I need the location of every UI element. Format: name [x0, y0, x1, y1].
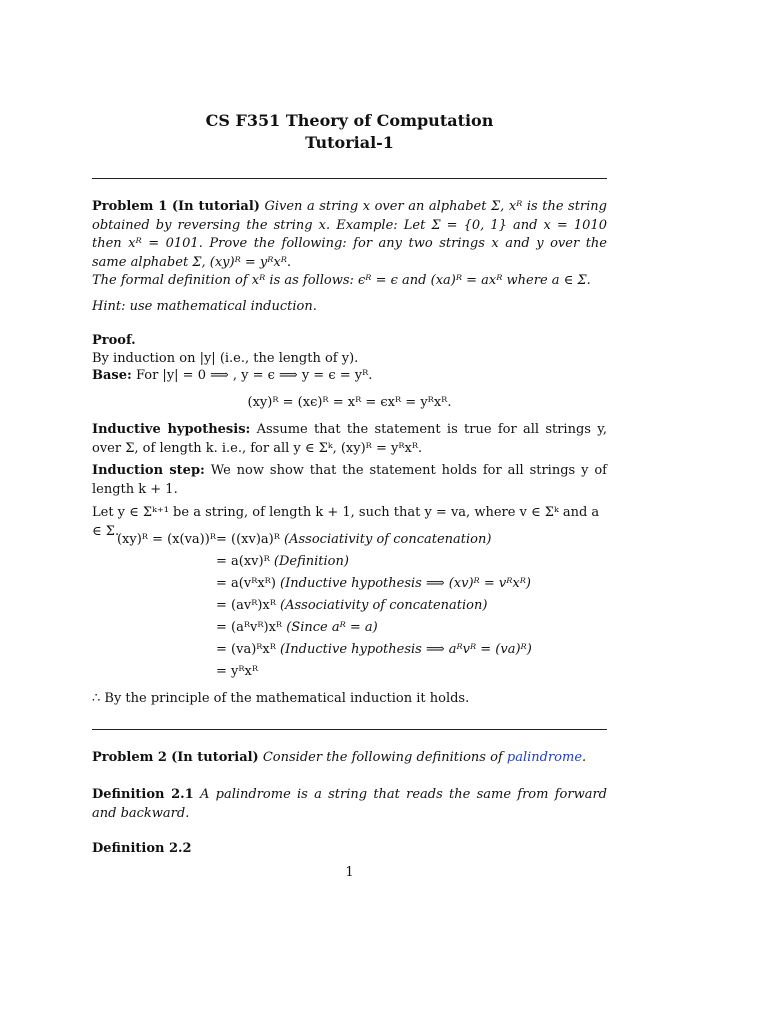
- derivation-rhs: = a(xv)ᴿ (Definition): [216, 554, 349, 569]
- derivation-row: [92, 661, 607, 683]
- induction-step-label: Induction step:: [92, 463, 205, 478]
- definition-2-1-text: A palindrome is a string that reads the same from forward and backward.: [92, 787, 607, 821]
- top-divider: [92, 178, 607, 179]
- problem-2-tag: (In tutorial): [171, 750, 259, 765]
- base-label: Base:: [92, 368, 132, 383]
- problem-2-tail: .: [582, 750, 587, 765]
- proof-heading: Proof.: [92, 333, 136, 348]
- problem-2-text: Consider the following definitions of: [262, 750, 503, 765]
- derivation-block: [92, 529, 607, 683]
- derivation-rhs: = a(vᴿxᴿ) (Inductive hypothesis ⟹ (xv)ᴿ = vᴿxᴿ): [216, 576, 531, 591]
- definition-2-1-label: Definition 2.1: [92, 787, 194, 802]
- tutorial-subtitle: Tutorial-1: [305, 133, 394, 152]
- definition-2-2-label: Definition 2.2: [92, 841, 192, 856]
- page-number: 1: [345, 865, 354, 880]
- derivation-row: [92, 617, 607, 639]
- problem-1-hint: Hint: use mathematical induction.: [92, 299, 317, 314]
- derivation-rhs: = ((xv)a)ᴿ (Associativity of concatenation): [216, 532, 492, 547]
- derivation-row: [92, 595, 607, 617]
- course-title: CS F351 Theory of Computation: [205, 111, 494, 130]
- inductive-hypothesis-text: Assume that the statement is true for all strings y, over Σ, of length k. i.e., for all y ∈ Σᵏ, (xy)ᴿ = yᴿxᴿ.: [92, 422, 607, 456]
- derivation-lhs: (xy)ᴿ = (x(va))ᴿ: [116, 532, 216, 547]
- base-equation: (xy)ᴿ = (xϵ)ᴿ = xᴿ = ϵxᴿ = yᴿxᴿ.: [247, 395, 452, 410]
- induction-step-text: We now show that the statement holds for all strings y of length k + 1.: [92, 463, 607, 497]
- problem-2-statement: [92, 749, 607, 768]
- palindrome-link[interactable]: palindrome: [506, 750, 583, 765]
- derivation-rhs: = (avᴿ)xᴿ (Associativity of concatenation): [216, 598, 488, 613]
- derivation-row: [92, 551, 607, 573]
- problem-2-label: Problem 2: [92, 750, 167, 765]
- derivation-rhs: = yᴿxᴿ: [216, 664, 259, 679]
- problem-1-definition: The formal definition of xᴿ is as follows: ϵᴿ = ϵ and (xa)ᴿ = axᴿ where a ∈ Σ.: [92, 273, 591, 288]
- proof-conclusion: ∴ By the principle of the mathematical induction it holds.: [92, 691, 470, 706]
- derivation-rhs: = (aᴿvᴿ)xᴿ (Since aᴿ = a): [216, 620, 378, 635]
- induction-step: [92, 462, 607, 499]
- derivation-row: [92, 529, 607, 551]
- inductive-hypothesis: [92, 421, 607, 458]
- proof-base: [92, 367, 607, 386]
- let-statement: Let y ∈ Σᵏ⁺¹ be a string, of length k + 1, such that y = va, where v ∈ Σᵏ and a ∈ Σ.: [92, 505, 600, 539]
- problem-1-label: Problem 1: [92, 199, 168, 214]
- definition-2-1: [92, 786, 607, 823]
- document-title: [92, 110, 607, 154]
- problem-1-statement: [92, 198, 607, 272]
- derivation-row: [92, 573, 607, 595]
- base-text: For |y| = 0 ⟹ , y = ϵ ⟹ y = ϵ = yᴿ.: [135, 368, 373, 383]
- problem-1-text: Given a string x over an alphabet Σ, xᴿ is the string obtained by reversing the string x. Example: Let Σ = {0, 1} and x = 1010 then xᴿ = 0101. Prove the following: for any two strings x and y over the same alphabet Σ, (xy)ᴿ = yᴿxᴿ.: [92, 199, 608, 270]
- problem-1-tag: (In tutorial): [171, 199, 260, 214]
- derivation-rhs: = (va)ᴿxᴿ (Inductive hypothesis ⟹ aᴿvᴿ = (va)ᴿ): [216, 642, 532, 657]
- proof-intro: By induction on |y| (i.e., the length of y).: [92, 351, 359, 366]
- middle-divider: [92, 729, 607, 730]
- derivation-row: [92, 639, 607, 661]
- inductive-hypothesis-label: Inductive hypothesis:: [92, 422, 251, 437]
